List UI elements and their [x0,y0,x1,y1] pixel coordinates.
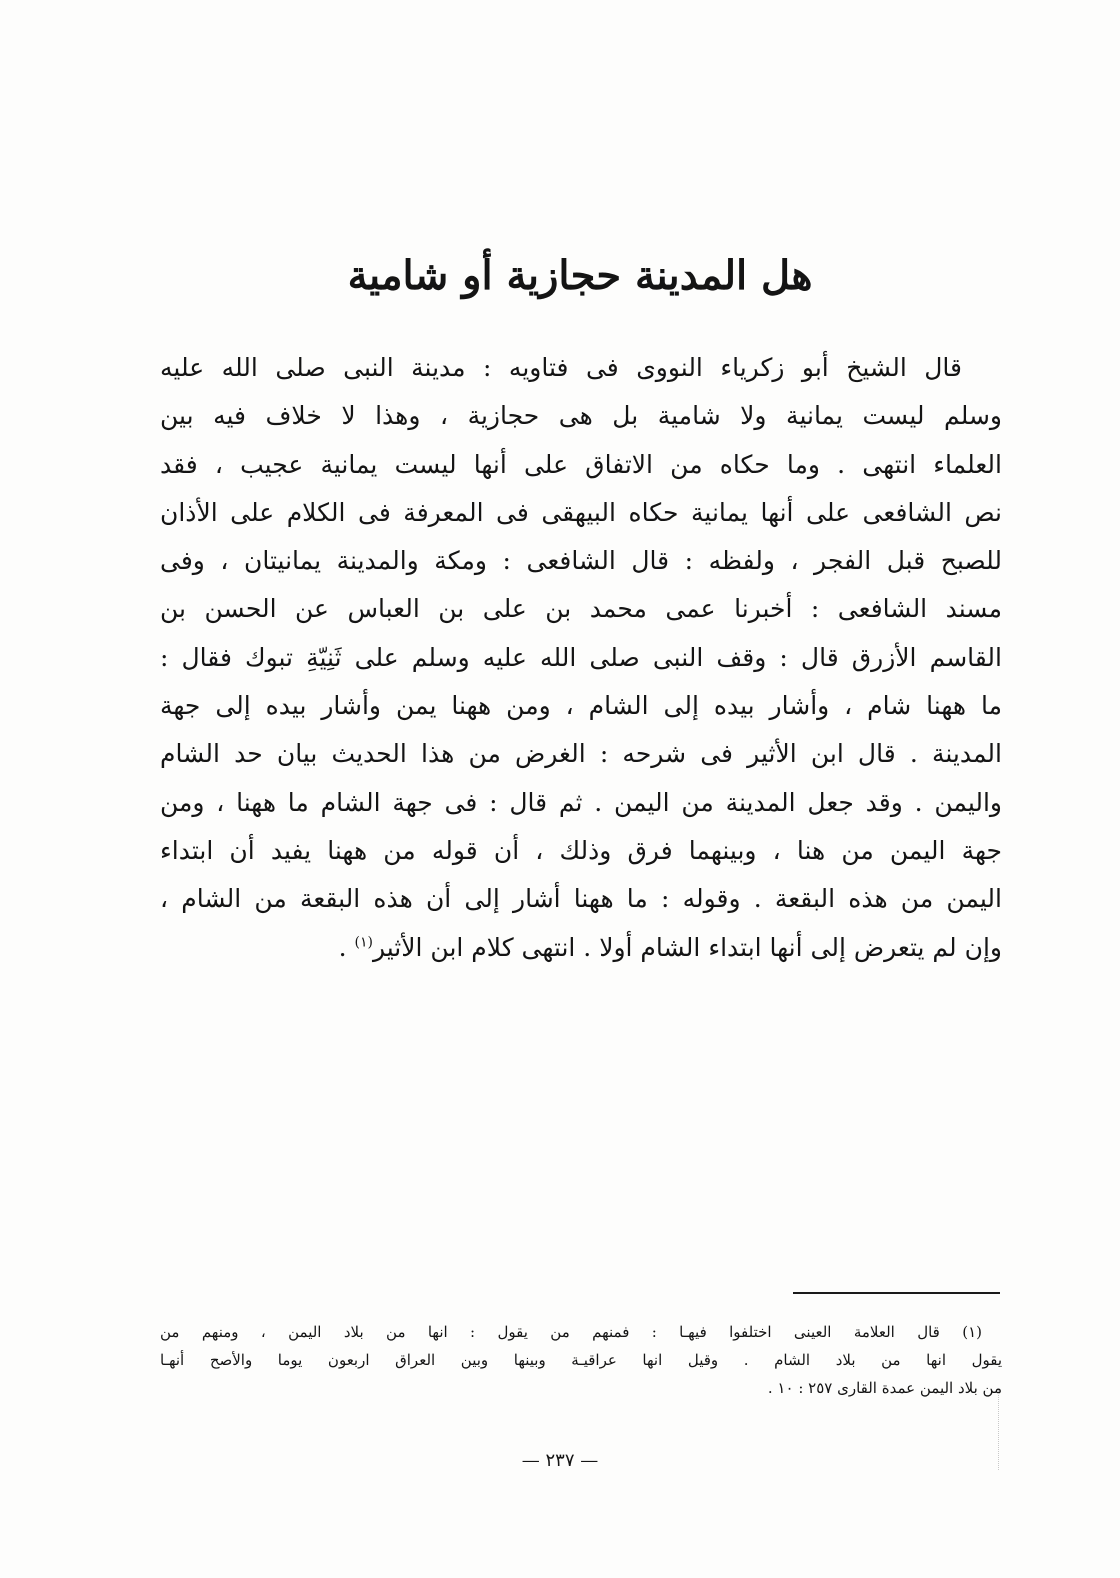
body-line: القاسم الأزرق قال : وقف النبى صلى الله عليه وسلم على ثَنِيّةِ تبوك فقال : [160,642,1002,672]
footnote-line: من بلاد اليمن عمدة القارى ٢٥٧ : ١٠ . [767,1379,1002,1397]
footnote-reference[interactable]: (١) [354,934,373,951]
footnote [160,1318,1002,1402]
body-line-last [160,924,1002,972]
body-line: وسلم ليست يمانية ولا شامية بل هى حجازية ، وهذا لا خلاف فيه بين [160,401,1002,431]
body-line: ما ههنا شام ، وأشار بيده إلى الشام ، ومن ههنا يمن وأشار بيده إلى جهة [160,691,1002,721]
scan-mark [998,1390,999,1470]
footnote-line: يقول انها من بلاد الشام . وقيل انها عراقيـة وبينها وبين العراق اربعون يوما والأصح أنهـا [160,1351,1002,1369]
body-line: للصبح قبل الفجر ، ولفظه : قال الشافعى : ومكة والمدينة يمانيتان ، وفى [160,546,1002,576]
body-line: العلماء انتهى . وما حكاه من الاتفاق على أنها ليست يمانية عجيب ، فقد [160,449,1002,479]
footnote-line: (١) قال العلامة العينى اختلفوا فيهـا : فمنهم من يقول : انها من بلاد اليمن ، ومنهم من [160,1323,982,1341]
page-title: هل المدينة حجازية أو شامية [347,252,813,299]
body-line: واليمن . وقد جعل المدينة من اليمن . ثم قال : فى جهة الشام ما ههنا ، ومن [160,787,1002,817]
body-line: قال الشيخ أبو زكرياء النووى فى فتاويه : مدينة النبى صلى الله عليه [160,353,962,382]
body-text [160,344,1002,972]
body-line: اليمن من هذه البقعة . وقوله : ما ههنا أشار إلى أن هذه البقعة من الشام ، [160,884,1002,914]
body-line: نص الشافعى على أنها يمانية حكاه البيهقى فى المعرفة فى الكلام على الأذان [160,497,1002,527]
body-line: مسند الشافعى : أخبرنا عمى محمد بن على بن العباس عن الحسن بن [160,594,1002,624]
page-number: — ٢٣٧ — [521,1450,599,1471]
body-end-punctuation: . [338,932,355,962]
body-line: جهة اليمن من هنا ، وبينهما فرق وذلك ، أن قوله من ههنا يفيد أن ابتداء [160,835,1002,865]
body-line-text: وإن لم يتعرض إلى أنها ابتداء الشام أولا . انتهى كلام ابن الأثير [372,932,1002,962]
body-line: المدينة . قال ابن الأثير فى شرحه : الغرض من هذا الحديث بيان حد الشام [160,739,1002,769]
footnote-separator [793,1292,1000,1294]
